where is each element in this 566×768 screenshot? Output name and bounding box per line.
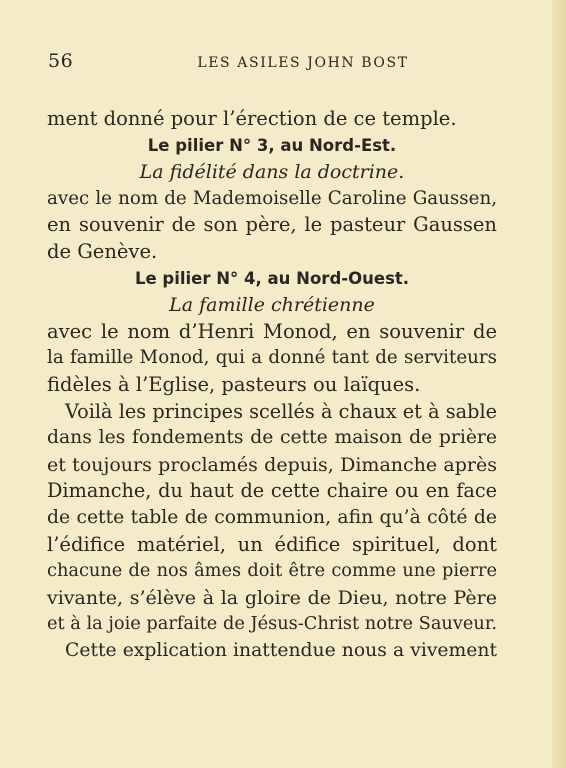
text-line: de cette table de communion, afin qu’à côté de <box>47 506 497 528</box>
running-title: LES ASILES JOHN BOST <box>197 55 409 71</box>
motto: La famille chrétienne <box>169 294 375 317</box>
text-line: de Genève. <box>47 239 158 263</box>
section-heading: Le pilier N° 3, au Nord-Est. <box>147 135 397 155</box>
text-line: dans les fondements de cette maison de prière <box>47 427 497 449</box>
text-line: la famille Monod, qui a donné tant de serviteurs <box>47 347 497 369</box>
page-number: 56 <box>48 50 74 72</box>
page-header <box>48 50 518 76</box>
body-text <box>47 106 497 664</box>
text-line: et à la joie parfaite de Jésus-Christ notre Sauveur. <box>47 614 497 635</box>
page-edge <box>552 0 566 768</box>
text-line: fidèles à l’Eglise, pasteurs ou laïques. <box>47 372 421 396</box>
text-line: vivante, s’élève à la gloire de Dieu, notre Père <box>47 586 497 609</box>
motto: La fidélité dans la doctrine. <box>139 161 405 184</box>
text-line: chacune de nos âmes doit être comme une pierre <box>47 561 497 582</box>
text-line: l’édifice matériel, un édifice spirituel, dont <box>47 532 497 556</box>
text-line: en souvenir de son père, le pasteur Gaussen <box>47 213 497 237</box>
text-line: Dimanche, du haut de cette chaire ou en face <box>47 479 497 503</box>
text-line: et toujours proclamés depuis, Dimanche après <box>47 453 497 476</box>
text-line: avec le nom de Mademoiselle Caroline Gaussen, <box>47 187 497 209</box>
paragraph-first-line: Voilà les principes scellés à chaux et à sable <box>65 399 497 423</box>
text-line: avec le nom d’Henri Monod, en souvenir de <box>47 319 497 343</box>
section-heading: Le pilier N° 4, au Nord-Ouest. <box>134 268 410 288</box>
paragraph-first-line: Cette explication inattendue nous a vivement <box>65 639 497 661</box>
text-line: ment donné pour l’érection de ce temple. <box>47 107 457 130</box>
